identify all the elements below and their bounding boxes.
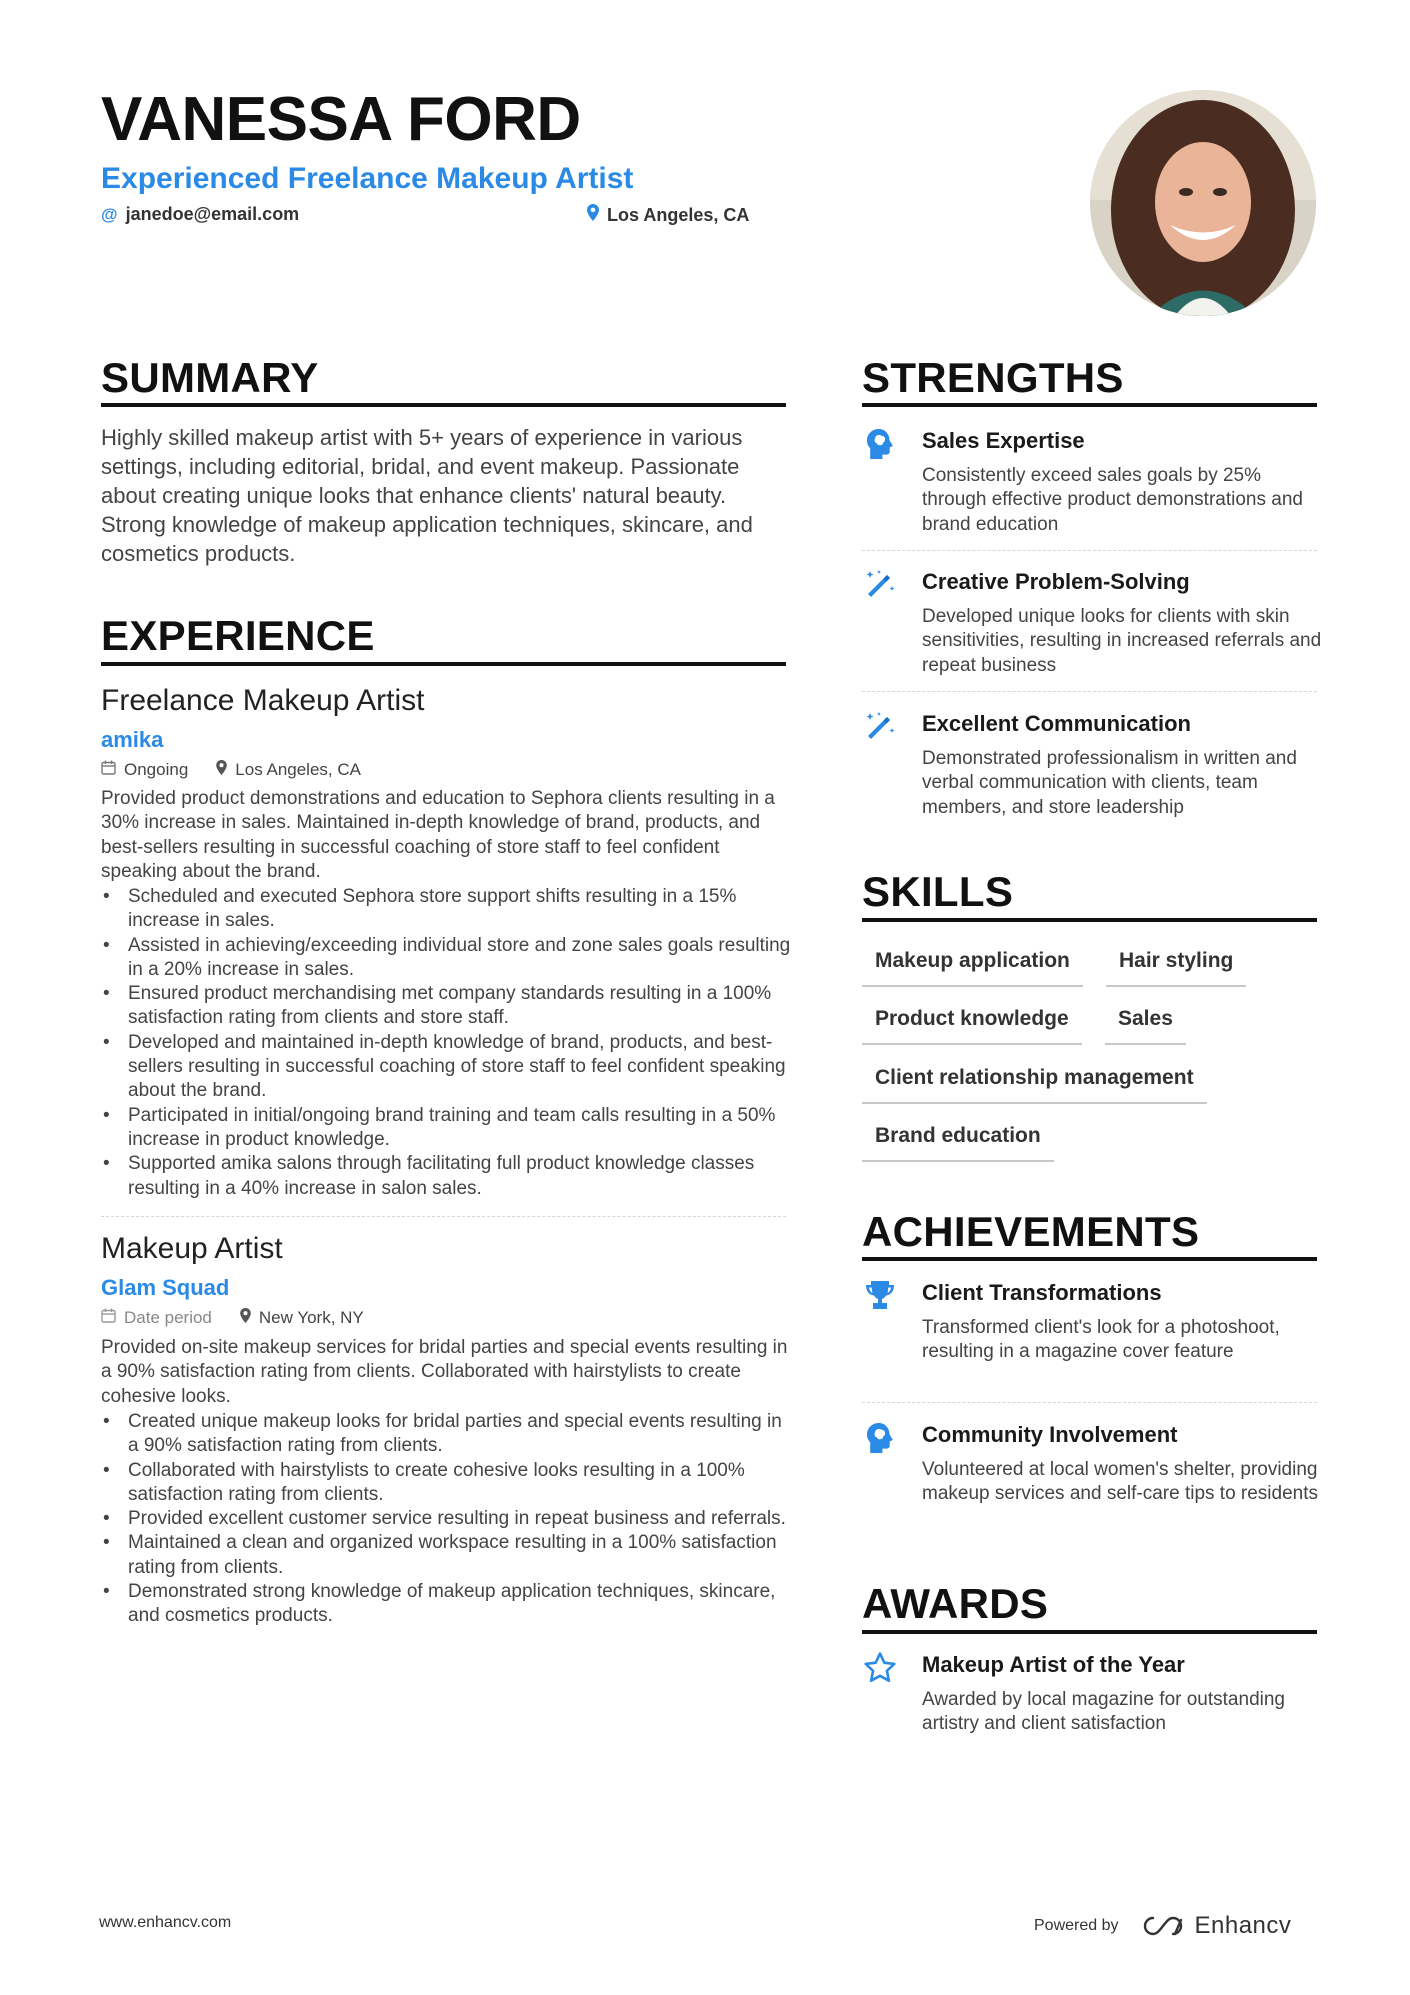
experience-heading: EXPERIENCE: [101, 612, 375, 659]
location-pin-icon: [240, 1308, 251, 1328]
list-item: • Supported amika salons through facilitating full product knowledge classes resulting in a 40% increase in salon sales.: [101, 1152, 791, 1201]
list-item: • Developed and maintained in-depth knowledge of brand, products, and best-sellers resulting in successful coaching of store staff to feel confident speaking about the brand.: [101, 1031, 791, 1104]
strength-divider: [862, 550, 1317, 551]
awards-rule: [862, 1630, 1317, 1634]
skill-tag: Sales: [1105, 1007, 1186, 1045]
at-icon: @: [101, 204, 118, 224]
job-location-text: Los Angeles, CA: [235, 760, 361, 779]
location-pin-icon: [216, 760, 227, 780]
calendar-icon: [101, 760, 116, 780]
list-item: • Participated in initial/ongoing brand training and team calls resulting in a 50% increase in product knowledge.: [101, 1104, 791, 1153]
list-item: • Collaborated with hairstylists to create cohesive looks resulting in a 100% satisfaction rating from clients.: [101, 1459, 791, 1508]
summary-text: Highly skilled makeup artist with 5+ years of experience in various settings, including editorial, bridal, and event makeup. Passionate about creating unique looks that enhance clients' natural beauty. Strong knowledge of makeup application techniques, skincare, and cosmetics products.: [101, 425, 753, 566]
list-item: • Maintained a clean and organized workspace resulting in a 100% satisfaction rating from clients.: [101, 1531, 791, 1580]
job-period-text: Ongoing: [124, 760, 189, 779]
list-item: • Demonstrated strong knowledge of makeup application techniques, skincare, and cosmetics products.: [101, 1580, 791, 1629]
strengths-rule: [862, 403, 1317, 407]
achievement-desc: Volunteered at local women's shelter, providing makeup services and self-care tips to residents: [922, 1459, 1319, 1505]
magic-wand-icon: [862, 567, 900, 605]
list-item: • Scheduled and executed Sephora store support shifts resulting in a 15% increase in sales.: [101, 885, 791, 934]
list-item: • Created unique makeup looks for bridal parties and special events resulting in a 90% satisfaction rating from clients.: [101, 1410, 791, 1459]
job-location: [240, 1308, 364, 1328]
job-period-text: Date period: [124, 1308, 212, 1327]
head-icon: [862, 1420, 900, 1458]
magic-wand-icon: [862, 709, 900, 747]
job-bullets: [101, 1410, 791, 1629]
job-bullets: [101, 885, 791, 1201]
job-location-text: New York, NY: [258, 1308, 364, 1327]
candidate-name: VANESSA FORD: [101, 85, 581, 154]
strength-title: Sales Expertise: [922, 428, 1085, 453]
award-desc: Awarded by local magazine for outstanding artistry and client satisfaction: [922, 1689, 1285, 1735]
achievement-divider: [862, 1402, 1317, 1403]
enhancv-logo[interactable]: [1141, 1912, 1292, 1940]
contact-email[interactable]: [101, 204, 299, 225]
profile-photo: [1090, 90, 1316, 316]
job-period: [101, 1308, 212, 1328]
job-description: Provided on-site makeup services for bridal parties and special events resulting in a 90% satisfaction rating from clients. Collaborated with hairstylists to create cohesive looks.: [101, 1337, 788, 1407]
footer-powered: [1034, 1912, 1291, 1940]
job-company: amika: [101, 727, 164, 752]
list-item: • Assisted in achieving/exceeding individual store and zone sales goals resulting in a 20% increase in sales.: [101, 934, 791, 983]
job-company: Glam Squad: [101, 1275, 230, 1300]
achievements-rule: [862, 1257, 1317, 1261]
awards-heading: AWARDS: [862, 1580, 1049, 1627]
strength-desc: Demonstrated professionalism in written and verbal communication with clients, team members, and store leadership: [922, 748, 1297, 818]
list-item: • Ensured product merchandising met company standards resulting in a 100% satisfaction rating from clients and store staff.: [101, 982, 791, 1031]
strength-title: Creative Problem-Solving: [922, 569, 1190, 594]
skill-tag: Hair styling: [1106, 949, 1246, 987]
achievement-desc: Transformed client's look for a photoshoot, resulting in a magazine cover feature: [922, 1317, 1280, 1363]
job-description: Provided product demonstrations and education to Sephora clients resulting in a 30% increase in sales. Maintained in-depth knowledge of brand, products, and best-sellers resulting in successful coaching of store staff to feel confident speaking about the brand.: [101, 788, 775, 882]
strength-desc: Developed unique looks for clients with skin sensitivities, resulting in increased referrals and repeat business: [922, 606, 1322, 676]
contact-location: [587, 204, 749, 226]
list-item: • Provided excellent customer service resulting in repeat business and referrals.: [101, 1507, 791, 1531]
location-text: Los Angeles, CA: [607, 204, 750, 225]
location-pin-icon: [587, 204, 599, 226]
strength-divider: [862, 691, 1317, 692]
enhancv-logo-icon: [1141, 1914, 1187, 1938]
job-period: [101, 760, 188, 780]
skills-rule: [862, 918, 1317, 922]
skill-tag: Product knowledge: [862, 1007, 1082, 1045]
job-divider: [101, 1216, 786, 1217]
brand-name: Enhancv: [1194, 1912, 1292, 1939]
head-icon: [862, 426, 900, 464]
achievements-heading: ACHIEVEMENTS: [862, 1208, 1200, 1255]
job-title: Makeup Artist: [101, 1232, 283, 1265]
candidate-title: Experienced Freelance Makeup Artist: [101, 162, 634, 195]
job-location: [216, 760, 361, 780]
experience-rule: [101, 662, 786, 666]
summary-heading: SUMMARY: [101, 354, 319, 401]
achievement-title: Community Involvement: [922, 1422, 1178, 1447]
skill-tag: Brand education: [862, 1124, 1054, 1162]
strength-desc: Consistently exceed sales goals by 25% through effective product demonstrations and brand education: [922, 465, 1303, 535]
job-meta: [101, 1308, 392, 1328]
achievement-title: Client Transformations: [922, 1280, 1162, 1305]
award-title: Makeup Artist of the Year: [922, 1652, 1185, 1677]
email-text: janedoe@email.com: [125, 204, 300, 224]
job-title: Freelance Makeup Artist: [101, 684, 425, 717]
job-meta: [101, 760, 389, 780]
skill-tag: Client relationship management: [862, 1066, 1207, 1104]
skills-heading: SKILLS: [862, 868, 1014, 915]
calendar-icon: [101, 1308, 116, 1328]
star-icon: [862, 1650, 900, 1688]
powered-by-label: Powered by: [1034, 1917, 1119, 1934]
strengths-heading: STRENGTHS: [862, 354, 1124, 401]
strength-title: Excellent Communication: [922, 711, 1191, 736]
trophy-icon: [862, 1278, 900, 1316]
skill-tag: Makeup application: [862, 949, 1083, 987]
summary-rule: [101, 403, 786, 407]
footer-website[interactable]: www.enhancv.com: [99, 1914, 232, 1931]
